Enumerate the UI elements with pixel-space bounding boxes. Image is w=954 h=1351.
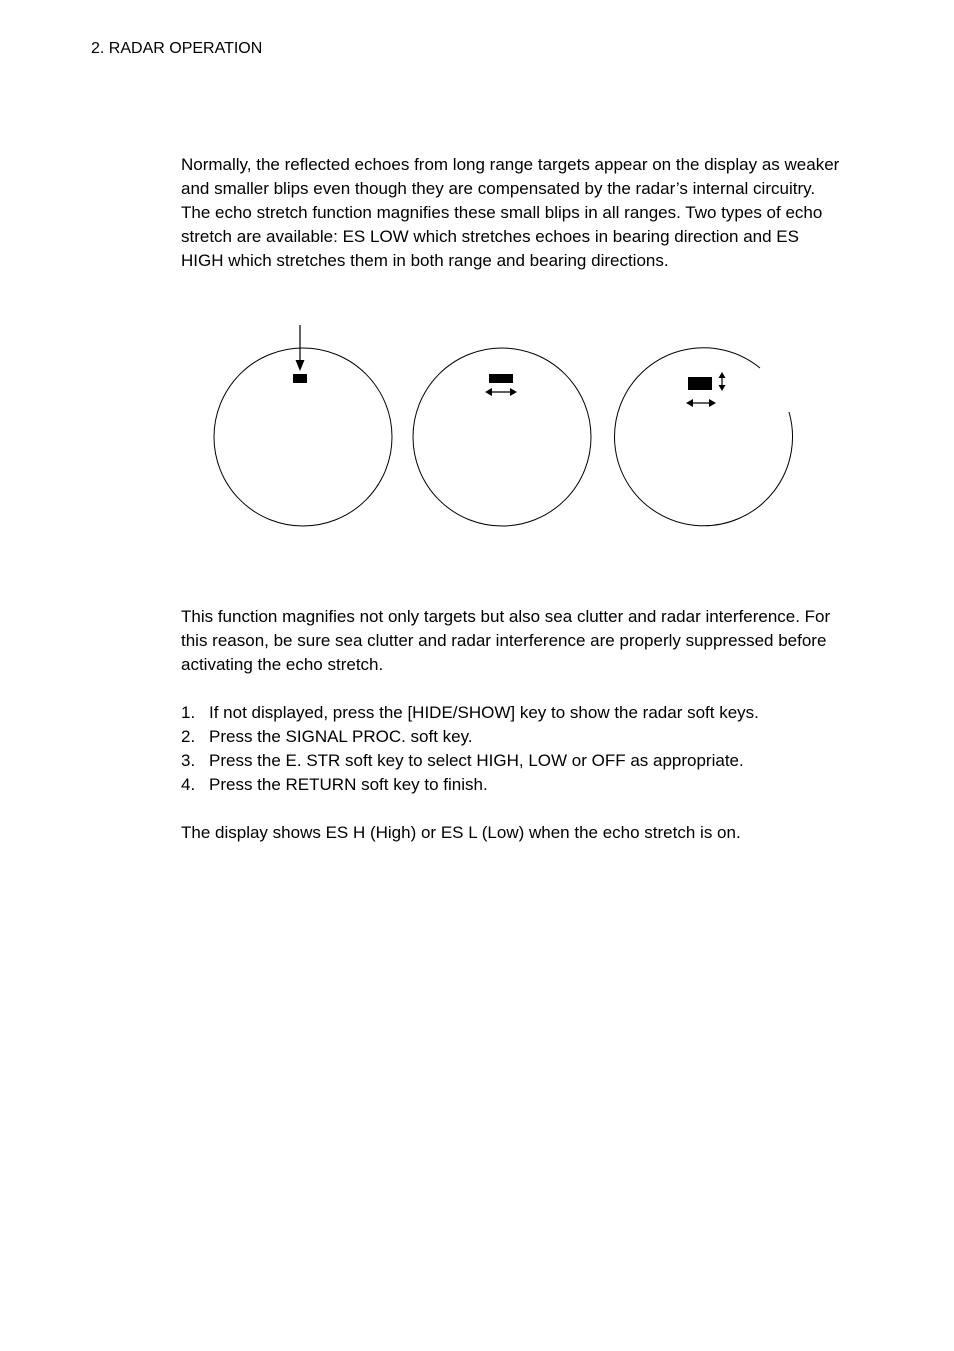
arrow-down-head <box>296 360 305 371</box>
procedure-steps <box>181 701 841 797</box>
echo-stretch-figure <box>200 320 810 540</box>
radar-scope-es-high <box>615 348 793 526</box>
step-number: 2. <box>181 727 196 746</box>
caution-paragraph: This function magnifies not only targets but also sea clutter and radar interference. For this reason, be sure sea clutter and radar interference are properly suppressed before activating the echo stretch. <box>181 607 831 674</box>
step-text: Press the E. STR soft key to select HIGH, LOW or OFF as appropriate. <box>209 751 744 770</box>
list-item <box>181 749 841 773</box>
intro-paragraph: Normally, the reflected echoes from long range targets appear on the display as weaker and smaller blips even though they are compensated by the radar’s internal circuitry. The echo stretch function magnifies these small blips in all ranges. Two types of echo stretch are available: ES LOW which stretches echoes in bearing direction and ES HIGH which stretches them in both range and bearing directions. <box>181 155 840 270</box>
arrow-up-down-icon <box>719 372 726 391</box>
radar-scope-es-low <box>413 348 591 526</box>
step-text: Press the RETURN soft key to finish. <box>209 775 488 794</box>
step-number: 1. <box>181 703 196 722</box>
radar-scope-off <box>214 325 392 526</box>
echo-blip-stretched-bearing <box>489 374 513 383</box>
echo-blip-small <box>293 374 307 383</box>
echo-blip-stretched-both <box>688 377 712 390</box>
status-paragraph: The display shows ES H (High) or ES L (Low) when the echo stretch is on. <box>181 823 741 842</box>
radar-scope-circle <box>615 348 793 526</box>
list-item <box>181 773 841 797</box>
step-number: 4. <box>181 775 196 794</box>
arrow-left-right-icon <box>485 388 517 396</box>
step-text: If not displayed, press the [HIDE/SHOW] key to show the radar soft keys. <box>209 703 759 722</box>
arrow-left-right-icon <box>686 399 716 407</box>
list-item <box>181 725 841 749</box>
step-number: 3. <box>181 751 196 770</box>
step-text: Press the SIGNAL PROC. soft key. <box>209 727 473 746</box>
running-header: 2. RADAR OPERATION <box>91 40 263 57</box>
list-item <box>181 701 841 725</box>
